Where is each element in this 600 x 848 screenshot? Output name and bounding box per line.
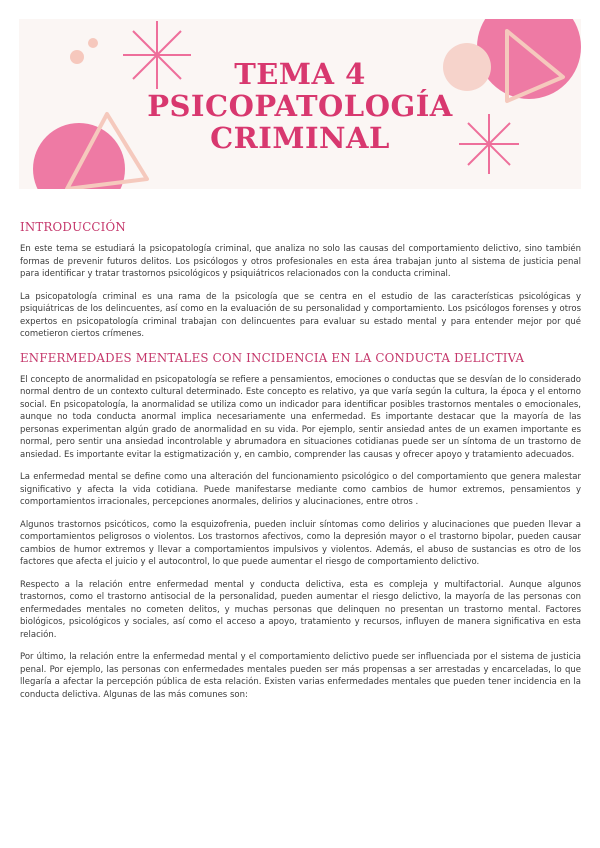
paragraph: La enfermedad mental se define como una alteración del funcionamiento psicológico o del comportamiento que genera malestar significativo y afecta la vida cotidiana. Puede manifestarse mediante como cambios de humor extremos, pensamientos y comportamientos irracionales, percepciones anormales, delirios y alucinaciones, entre otros . bbox=[20, 472, 581, 507]
paragraph: La psicopatología criminal es una rama de la psicología que se centra en el estudio de las características psicológicas y psiquiátricas de los delincuentes, así como en la evaluación de su personalidad y comportamiento. Los psicólogos forenses y otros expertos en psicopatología criminal trabajan con delincuentes para evaluar su estado mental y para entender mejor por qué cometieron ciertos crímenes. bbox=[20, 291, 581, 339]
section-introduccion bbox=[20, 220, 581, 341]
banner-title-line-1: TEMA 4 bbox=[234, 57, 366, 91]
paragraph: El concepto de anormalidad en psicopatología se refiere a pensamientos, emociones o conductas que se desvían de lo considerado normal dentro de un contexto cultural determinado. Este concepto es relativo, ya que varía según la cultura, la época y el entorno social. En psicopatología, la anormalidad se utiliza como un indicador para identificar posibles trastornos mentales o emocionales, aunque no toda conducta anormal implica necesariamente una enfermedad. Es importante destacar que la mayoría de las personas experimentan algún grado de anormalidad en su vida. Por ejemplo, sentir ansiedad antes de un examen importante es normal, pero sentir una ansiedad incontrolable y abrumadora en situaciones cotidianas puede ser un síntoma de un trastorno de ansiedad. Es importante evitar la estigmatización y, en cambio, comprender las causas y ofrecer apoyo y tratamiento adecuados. bbox=[20, 374, 581, 460]
peach-dot-2 bbox=[88, 38, 98, 48]
banner-title-line-2: PSICOPATOLOGÍA bbox=[147, 89, 453, 123]
paragraph: Por último, la relación entre la enfermedad mental y el comportamiento delictivo puede ser influenciada por el sistema de justicia penal. Por ejemplo, las personas con enfermedades mentales pueden ser más propensas a ser arrestadas y encarceladas, lo que llegaría a afectar la percepción pública de esta relación. Existen varias enfermedades mentales que pueden tener incidencia en la conducta delictiva. Algunas de las más comunes son: bbox=[20, 652, 581, 700]
section-enfermedades-mentales bbox=[20, 351, 581, 702]
header-banner bbox=[19, 19, 581, 189]
section-heading: INTRODUCCIÓN bbox=[20, 220, 126, 234]
document-body bbox=[20, 220, 581, 711]
paragraph: Algunos trastornos psicóticos, como la esquizofrenia, pueden incluir síntomas como delirios y alucinaciones que pueden llevar a comportamientos peligrosos o violentos. Los trastornos afectivos, como la depresión mayor o el trastorno bipolar, pueden causar cambios de humor extremos y llevar a comportamientos impulsivos y violentos. Además, el abuso de sustancias es otro de los factores que afecta el juicio y el autocontrol, lo que puede aumentar el riesgo de comportamiento delictivo. bbox=[20, 519, 581, 567]
banner-title-line-3: CRIMINAL bbox=[210, 121, 390, 155]
paragraph: En este tema se estudiará la psicopatología criminal, que analiza no solo las causas del comportamiento delictivo, sino también formas de prevenir futuros delitos. Los psicólogos y otros profesionales en esta área trabajan junto al sistema de justicia penal para identificar y tratar trastornos psicológicos y psiquiátricos relacionados con la conducta criminal. bbox=[20, 244, 581, 279]
paragraph: Respecto a la relación entre enfermedad mental y conducta delictiva, esta es compleja y multifactorial. Aunque algunos trastornos, como el trastorno antisocial de la personalidad, pueden aumentar el riesgo delictivo, la mayoría de las personas con enfermedades mentales no cometen delitos, y muchas personas que delinquen no presentan un trastorno mental. Factores biológicos, psicológicos y sociales, así como el acceso a apoyo, tratamiento y recursos, influyen de manera significativa en esta relación. bbox=[20, 579, 581, 640]
section-heading: ENFERMEDADES MENTALES CON INCIDENCIA EN LA CONDUCTA DELICTIVA bbox=[20, 350, 525, 365]
